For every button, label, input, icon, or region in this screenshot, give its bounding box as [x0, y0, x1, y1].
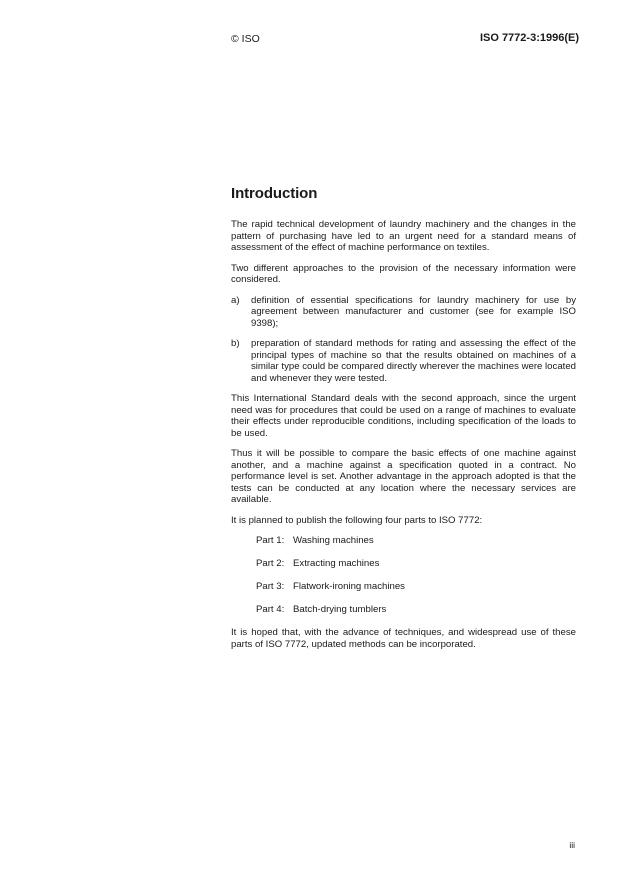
paragraph-1: The rapid technical development of laundry machinery and the changes in the pattern of purchasing have led to an urgent need for a standard means of assessment of the effect of machine performance on textiles.: [231, 219, 576, 253]
parts-list: [231, 535, 576, 616]
page-title: Introduction: [231, 185, 318, 202]
approach-item-a: [231, 295, 576, 330]
list-text: preparation of standard methods for rating and assessing the effect of the principal types of machine so that the results obtained on machines of a similar type could be compared directly wherever the machines were located and whenever they were tested.: [251, 338, 576, 384]
part-label: Part 3:: [256, 581, 285, 592]
paragraph-5: It is planned to publish the following four parts to ISO 7772:: [231, 514, 483, 526]
list-marker: b): [231, 338, 240, 349]
part-label: Part 2:: [256, 558, 285, 569]
part-item: [231, 581, 576, 593]
page-number: iii: [569, 840, 575, 850]
part-name: Batch-drying tumblers: [293, 604, 387, 615]
part-item: [231, 558, 576, 570]
document-body: [231, 219, 576, 659]
paragraph-4: Thus it will be possible to compare the basic effects of one machine against another, and a machine against a specification quoted in a contract. No performance level is set. Another advantage in the approach adopted is that the tests can be conducted at any location where the necessary services are available.: [231, 448, 576, 505]
part-name: Extracting machines: [293, 558, 380, 569]
paragraph-6: It is hoped that, with the advance of techniques, and widespread use of these parts of ISO 7772, updated methods can be incorporated.: [231, 627, 576, 650]
part-label: Part 4:: [256, 604, 285, 615]
list-text: definition of essential specifications for laundry machinery for use by agreement between manufacturer and customer (see for example ISO 9398);: [251, 294, 576, 329]
paragraph-3: This International Standard deals with the second approach, since the urgent need was for procedures that could be used on a range of machines to evaluate their effects under reproducible conditions, including specification of the loads to be used.: [231, 393, 576, 439]
list-marker: a): [231, 294, 240, 306]
part-name: Washing machines: [293, 535, 374, 546]
copyright-notice: © ISO: [231, 33, 260, 45]
part-item: [231, 535, 576, 547]
part-name: Flatwork-ironing machines: [293, 581, 405, 592]
standard-identifier: ISO 7772-3:1996(E): [479, 32, 579, 44]
approach-item-b: [231, 338, 576, 384]
part-label: Part 1:: [256, 535, 285, 546]
paragraph-2: Two different approaches to the provision of the necessary information were considered.: [231, 262, 576, 285]
part-item: [231, 604, 576, 616]
